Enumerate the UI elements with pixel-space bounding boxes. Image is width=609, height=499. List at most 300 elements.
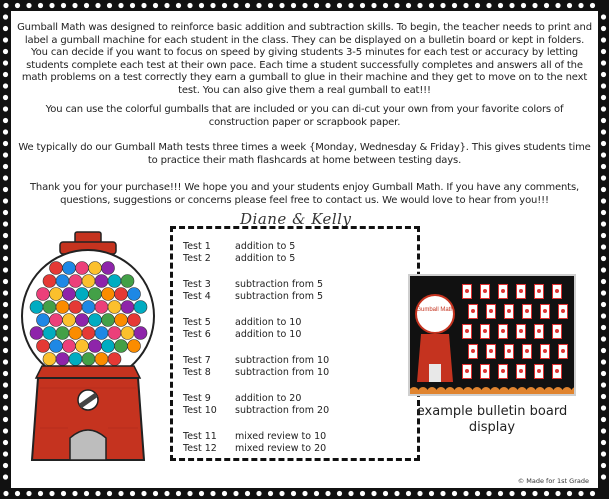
gumball xyxy=(76,288,89,301)
bulletin-card xyxy=(498,324,508,339)
border-dot xyxy=(348,3,353,8)
gumball xyxy=(82,301,95,314)
bulletin-card xyxy=(540,304,550,319)
gumball xyxy=(102,314,115,327)
signature: Diane & Kelly xyxy=(240,210,352,228)
border-dot xyxy=(452,3,457,8)
border-dot xyxy=(601,302,606,307)
border-dot xyxy=(360,491,365,496)
border-dot xyxy=(38,491,43,496)
gumball xyxy=(56,301,69,314)
gumball xyxy=(43,327,56,340)
border-dot xyxy=(601,210,606,215)
border-dot xyxy=(199,491,204,496)
border-dot xyxy=(187,491,192,496)
border-dot xyxy=(601,106,606,111)
scallop xyxy=(526,387,536,394)
border-dot xyxy=(601,279,606,284)
border-dot xyxy=(601,164,606,169)
border-dot xyxy=(601,198,606,203)
border-dot xyxy=(3,359,8,364)
border-dot xyxy=(3,95,8,100)
border-dot xyxy=(3,440,8,445)
gumball xyxy=(95,275,108,288)
bulletin-card xyxy=(534,324,544,339)
gumball xyxy=(128,340,141,353)
border-dot xyxy=(3,451,8,456)
border-dot xyxy=(544,3,549,8)
bulletin-card xyxy=(462,324,472,339)
gumball xyxy=(76,340,89,353)
intro-paragraph-2: You can use the colorful gumballs that are included or you can di-cut your own from your favorite colors of construction paper or scrapbook paper. xyxy=(45,104,564,128)
border-dot xyxy=(337,3,342,8)
gumball xyxy=(76,314,89,327)
bulletin-card xyxy=(480,324,490,339)
border-dot xyxy=(291,491,296,496)
scallop xyxy=(535,387,545,394)
border-dot xyxy=(210,491,215,496)
border-dot xyxy=(3,417,8,422)
bulletin-card xyxy=(462,284,472,299)
scallop xyxy=(410,387,419,394)
border-dot xyxy=(187,3,192,8)
gumball xyxy=(108,275,121,288)
border-dot xyxy=(440,491,445,496)
bulletin-card xyxy=(516,364,526,379)
scallop xyxy=(517,387,527,394)
border-dot xyxy=(601,474,606,479)
border-dot xyxy=(107,3,112,8)
gumball xyxy=(69,275,82,288)
test-row: Test 9 addition to 20 xyxy=(183,393,302,404)
gumball xyxy=(115,288,128,301)
border-dot xyxy=(371,3,376,8)
border-dot xyxy=(601,187,606,192)
bulletin-card xyxy=(552,284,562,299)
border-dot xyxy=(429,3,434,8)
border-dot xyxy=(567,3,572,8)
border-dot xyxy=(601,428,606,433)
bulletin-card xyxy=(516,324,526,339)
test-row: Test 6 addition to 10 xyxy=(183,329,302,340)
border-dot xyxy=(3,244,8,249)
gumball xyxy=(43,275,56,288)
border-dot xyxy=(601,233,606,238)
scalloped-border xyxy=(410,380,576,394)
gumball xyxy=(37,288,50,301)
gumball xyxy=(69,301,82,314)
bulletin-card xyxy=(558,304,568,319)
border-dot xyxy=(153,491,158,496)
border-dot xyxy=(440,3,445,8)
machine-neck xyxy=(36,366,140,378)
border-dot xyxy=(601,463,606,468)
gumball xyxy=(89,314,102,327)
border-dot xyxy=(3,428,8,433)
scallop xyxy=(490,387,500,394)
gumball xyxy=(69,327,82,340)
border-dot xyxy=(72,3,77,8)
gumball xyxy=(37,314,50,327)
bulletin-card xyxy=(486,304,496,319)
border-dot xyxy=(590,491,595,496)
border-dot xyxy=(61,3,66,8)
border-dot xyxy=(291,3,296,8)
border-dot xyxy=(49,491,54,496)
bulletin-card xyxy=(552,324,562,339)
gumball xyxy=(82,327,95,340)
border-dot xyxy=(486,3,491,8)
gumball xyxy=(89,340,102,353)
border-dot xyxy=(3,302,8,307)
border-dot xyxy=(3,152,8,157)
border-dot xyxy=(3,348,8,353)
border-dot xyxy=(601,244,606,249)
border-dot xyxy=(3,141,8,146)
border-dot xyxy=(210,3,215,8)
border-dot xyxy=(452,491,457,496)
border-dot xyxy=(3,221,8,226)
gumball xyxy=(56,275,69,288)
scallop xyxy=(418,387,428,394)
border-dot xyxy=(3,371,8,376)
intro-paragraph-3: We typically do our Gumball Math tests three times a week {Monday, Wednesday & Friday}. This gives students time to practice their math flashcards at home between testing days. xyxy=(18,142,591,166)
border-dot xyxy=(394,491,399,496)
test-row: Test 12 mixed review to 20 xyxy=(183,443,327,454)
border-dot xyxy=(233,491,238,496)
border-dot xyxy=(84,3,89,8)
gumball xyxy=(134,301,147,314)
bulletin-card xyxy=(480,364,490,379)
gumball xyxy=(121,275,134,288)
border-dot xyxy=(325,3,330,8)
border-dot xyxy=(601,49,606,54)
gumball xyxy=(37,340,50,353)
border-dot xyxy=(406,491,411,496)
border-dot xyxy=(279,491,284,496)
bulletin-title: Gumball Math xyxy=(416,307,454,313)
border-dot xyxy=(314,491,319,496)
test-row: Test 8 subtraction from 10 xyxy=(183,367,330,378)
border-dot xyxy=(164,491,169,496)
border-dot xyxy=(3,106,8,111)
gumball xyxy=(50,288,63,301)
copyright-credit: © Made for 1st Grade xyxy=(517,477,589,485)
bulletin-card xyxy=(522,344,532,359)
border-dot xyxy=(383,3,388,8)
bulletin-card xyxy=(540,344,550,359)
scallop xyxy=(454,387,464,394)
border-dot xyxy=(521,491,526,496)
bulletin-gumball-machine xyxy=(415,284,455,384)
border-dot xyxy=(601,37,606,42)
gumball xyxy=(63,288,76,301)
intro-paragraph-4: Thank you for your purchase!!! We hope you and your students enjoy Gumball Math. If you have any comments, questions, suggestions or concerns please feel free to contact us. We would love to hear from you!!! xyxy=(29,182,580,206)
bulletin-card xyxy=(468,344,478,359)
border-dot xyxy=(268,3,273,8)
gumball xyxy=(134,327,147,340)
border-dot xyxy=(222,491,227,496)
gumball xyxy=(82,275,95,288)
bulletin-card xyxy=(486,344,496,359)
bulletin-card xyxy=(498,284,508,299)
border-dot xyxy=(3,233,8,238)
border-dot xyxy=(3,336,8,341)
test-row: Test 4 subtraction from 5 xyxy=(183,291,324,302)
scallop xyxy=(427,387,437,394)
border-dot xyxy=(475,3,480,8)
border-dot xyxy=(578,491,583,496)
border-dot xyxy=(417,3,422,8)
border-dot xyxy=(3,491,8,496)
border-dot xyxy=(3,313,8,318)
test-row: Test 11 mixed review to 10 xyxy=(183,431,327,442)
border-dot xyxy=(601,348,606,353)
border-dot xyxy=(383,491,388,496)
test-row: Test 10 subtraction from 20 xyxy=(183,405,330,416)
gumball xyxy=(56,353,69,366)
border-dot xyxy=(3,3,8,8)
gumball xyxy=(95,353,108,366)
intro-paragraph-1: Gumball Math was designed to reinforce basic addition and subtraction skills. To begin, the teacher needs to print and label a gumball machine for each student in the class. They can be displayed on a bulletin board or kept in folders. You can decide if you want to focus on speed by giving students 3-5 minutes for each test or accuracy by letting students complete each test at their own pace. Each time a student successfully completes and answers all of the math problems on a test correctly they earn a gumball to glue in their machine and they get to move on to the next test. You can also give them a real gumball to eat!!! xyxy=(17,22,592,96)
test-row: Test 5 addition to 10 xyxy=(183,317,302,328)
gumball xyxy=(50,262,63,275)
border-dot xyxy=(601,118,606,123)
border-dot xyxy=(61,491,66,496)
border-dot xyxy=(486,491,491,496)
border-dot xyxy=(509,3,514,8)
border-dot xyxy=(3,325,8,330)
border-dot xyxy=(268,491,273,496)
border-dot xyxy=(509,491,514,496)
bulletin-card xyxy=(558,344,568,359)
border-dot xyxy=(601,267,606,272)
gumball xyxy=(30,301,43,314)
border-dot xyxy=(118,491,123,496)
border-dot xyxy=(84,491,89,496)
border-dot xyxy=(130,491,135,496)
scallop xyxy=(562,387,572,394)
border-dot xyxy=(3,256,8,261)
gumball xyxy=(50,314,63,327)
border-dot xyxy=(3,14,8,19)
border-dot xyxy=(245,491,250,496)
border-dot xyxy=(601,152,606,157)
border-dot xyxy=(601,14,606,19)
gumball xyxy=(43,301,56,314)
border-dot xyxy=(555,491,560,496)
border-dot xyxy=(107,491,112,496)
border-dot xyxy=(141,491,146,496)
gumball xyxy=(76,262,89,275)
bulletin-card xyxy=(534,364,544,379)
border-dot xyxy=(3,187,8,192)
gumball xyxy=(43,353,56,366)
gumball xyxy=(102,340,115,353)
border-dot xyxy=(601,83,606,88)
border-dot xyxy=(199,3,204,8)
gumball xyxy=(82,353,95,366)
scallop xyxy=(481,387,491,394)
border-dot xyxy=(3,72,8,77)
border-dot xyxy=(176,3,181,8)
border-dot xyxy=(601,371,606,376)
border-dot xyxy=(601,72,606,77)
border-dot xyxy=(475,491,480,496)
scallop xyxy=(571,387,576,394)
gumball xyxy=(121,327,134,340)
gumball xyxy=(108,353,121,366)
scallop xyxy=(499,387,509,394)
border-dot xyxy=(360,3,365,8)
gumball xyxy=(63,262,76,275)
border-dot xyxy=(3,405,8,410)
scallop xyxy=(445,387,455,394)
border-dot xyxy=(601,129,606,134)
border-dot xyxy=(222,3,227,8)
gumball xyxy=(56,327,69,340)
border-dot xyxy=(601,359,606,364)
gumball xyxy=(89,262,102,275)
border-dot xyxy=(3,83,8,88)
border-dot xyxy=(532,491,537,496)
gumball xyxy=(115,314,128,327)
gumball xyxy=(63,340,76,353)
gumball xyxy=(115,340,128,353)
border-dot xyxy=(601,175,606,180)
border-dot xyxy=(302,491,307,496)
border-dot xyxy=(578,3,583,8)
gumball xyxy=(121,301,134,314)
gumball xyxy=(128,288,141,301)
test-row: Test 3 subtraction from 5 xyxy=(183,279,324,290)
border-dot xyxy=(3,210,8,215)
scallop xyxy=(508,387,518,394)
gumball xyxy=(95,327,108,340)
border-dot xyxy=(3,37,8,42)
gumball xyxy=(30,327,43,340)
border-dot xyxy=(3,267,8,272)
scallop xyxy=(544,387,554,394)
border-dot xyxy=(417,491,422,496)
scallop xyxy=(436,387,446,394)
border-dot xyxy=(463,491,468,496)
border-dot xyxy=(3,474,8,479)
bulletin-card xyxy=(480,284,490,299)
gumball-machine-illustration xyxy=(20,228,160,468)
border-dot xyxy=(544,491,549,496)
border-dot xyxy=(164,3,169,8)
border-dot xyxy=(130,3,135,8)
border-dot xyxy=(245,3,250,8)
gumball xyxy=(95,301,108,314)
border-dot xyxy=(429,491,434,496)
border-dot xyxy=(601,26,606,31)
bulletin-card xyxy=(516,284,526,299)
bulletin-card xyxy=(552,364,562,379)
border-dot xyxy=(555,3,560,8)
border-dot xyxy=(601,394,606,399)
border-dot xyxy=(3,290,8,295)
mini-globe xyxy=(416,295,454,333)
border-dot xyxy=(26,3,31,8)
bulletin-card xyxy=(504,304,514,319)
border-dot xyxy=(406,3,411,8)
border-dot xyxy=(601,325,606,330)
border-dot xyxy=(3,60,8,65)
gumball xyxy=(108,327,121,340)
gumball xyxy=(102,262,115,275)
border-dot xyxy=(3,118,8,123)
border-dot xyxy=(233,3,238,8)
border-dot xyxy=(95,491,100,496)
border-dot xyxy=(141,3,146,8)
gumball xyxy=(128,314,141,327)
border-dot xyxy=(3,279,8,284)
scallop xyxy=(463,387,473,394)
border-dot xyxy=(601,95,606,100)
border-dot xyxy=(15,3,20,8)
border-dot xyxy=(521,3,526,8)
gumball-chute xyxy=(70,430,106,460)
scallop xyxy=(472,387,482,394)
bulletin-card xyxy=(462,364,472,379)
border-dot xyxy=(3,382,8,387)
gumball xyxy=(63,314,76,327)
border-dot xyxy=(302,3,307,8)
border-dot xyxy=(3,175,8,180)
border-dot xyxy=(532,3,537,8)
border-dot xyxy=(601,256,606,261)
border-dot xyxy=(601,336,606,341)
bulletin-board-photo xyxy=(408,274,576,396)
border-dot xyxy=(601,440,606,445)
border-dot xyxy=(153,3,158,8)
border-dot xyxy=(498,3,503,8)
bulletin-caption: example bulletin board display xyxy=(416,404,568,435)
bulletin-card xyxy=(498,364,508,379)
border-dot xyxy=(3,26,8,31)
bulletin-card xyxy=(534,284,544,299)
border-dot xyxy=(176,491,181,496)
border-dot xyxy=(15,491,20,496)
gumball xyxy=(108,301,121,314)
bulletin-card xyxy=(504,344,514,359)
border-dot xyxy=(337,491,342,496)
gumball xyxy=(50,340,63,353)
border-dot xyxy=(371,491,376,496)
test-row: Test 1 addition to 5 xyxy=(183,241,296,252)
border-dot xyxy=(567,491,572,496)
border-dot xyxy=(3,198,8,203)
border-dot xyxy=(95,3,100,8)
gumball xyxy=(69,353,82,366)
border-dot xyxy=(601,417,606,422)
border-dot xyxy=(601,313,606,318)
border-dot xyxy=(601,290,606,295)
border-dot xyxy=(49,3,54,8)
border-dot xyxy=(590,3,595,8)
border-dot xyxy=(394,3,399,8)
gumball xyxy=(102,288,115,301)
border-dot xyxy=(256,491,261,496)
border-dot xyxy=(601,382,606,387)
border-dot xyxy=(118,3,123,8)
border-dot xyxy=(601,405,606,410)
scallop xyxy=(553,387,563,394)
border-dot xyxy=(72,491,77,496)
border-dot xyxy=(3,49,8,54)
